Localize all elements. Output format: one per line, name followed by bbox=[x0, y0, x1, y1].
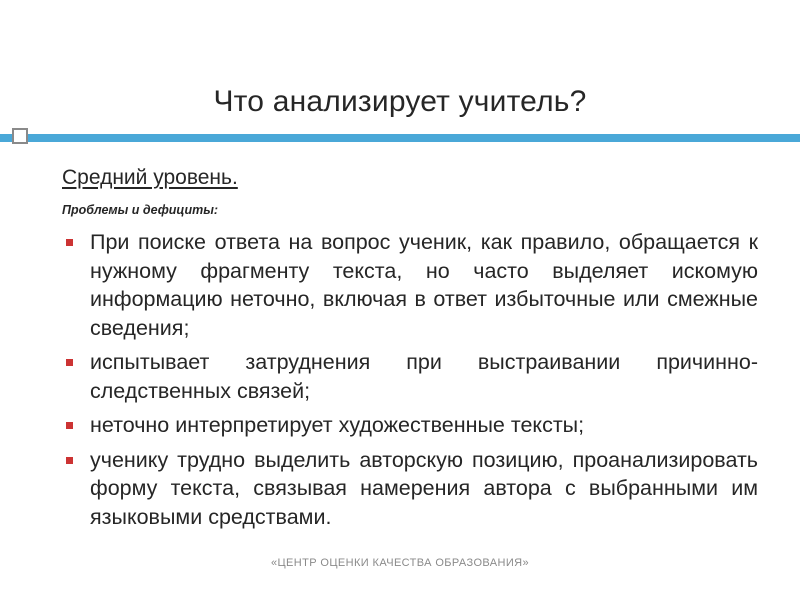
title-divider-square bbox=[12, 128, 28, 144]
list-item bbox=[62, 348, 758, 405]
bullet-text: При поиске ответа на вопрос ученик, как правило, обращается к нужному фрагменту текста, но часто выделяет искомую информацию неточно, включая в ответ избыточные или смежные сведения; bbox=[90, 230, 758, 340]
list-item bbox=[62, 446, 758, 532]
list-item bbox=[62, 228, 758, 342]
bullet-icon bbox=[66, 239, 73, 246]
title-divider-right bbox=[28, 134, 800, 142]
slide-footer: «ЦЕНТР ОЦЕНКИ КАЧЕСТВА ОБРАЗОВАНИЯ» bbox=[270, 557, 530, 569]
slide-subtitle: Средний уровень. bbox=[62, 166, 238, 189]
bullet-text: испытывает затруднения при выстраивании причинно-следственных связей; bbox=[90, 350, 758, 403]
slide-title: Что анализирует учитель? bbox=[213, 85, 587, 118]
bullet-text: ученику трудно выделить авторскую позицию, проанализировать форму текста, связывая намерения автора с выбранными им языковыми средствами. bbox=[90, 447, 758, 529]
bullet-icon bbox=[66, 422, 73, 429]
problems-label: Проблемы и дефициты: bbox=[62, 203, 219, 217]
bullet-list bbox=[62, 228, 758, 537]
list-item bbox=[62, 411, 758, 440]
title-divider-left bbox=[0, 134, 12, 142]
bullet-icon bbox=[66, 359, 73, 366]
bullet-text: неточно интерпретирует художественные тексты; bbox=[90, 413, 585, 437]
bullet-icon bbox=[66, 457, 73, 464]
